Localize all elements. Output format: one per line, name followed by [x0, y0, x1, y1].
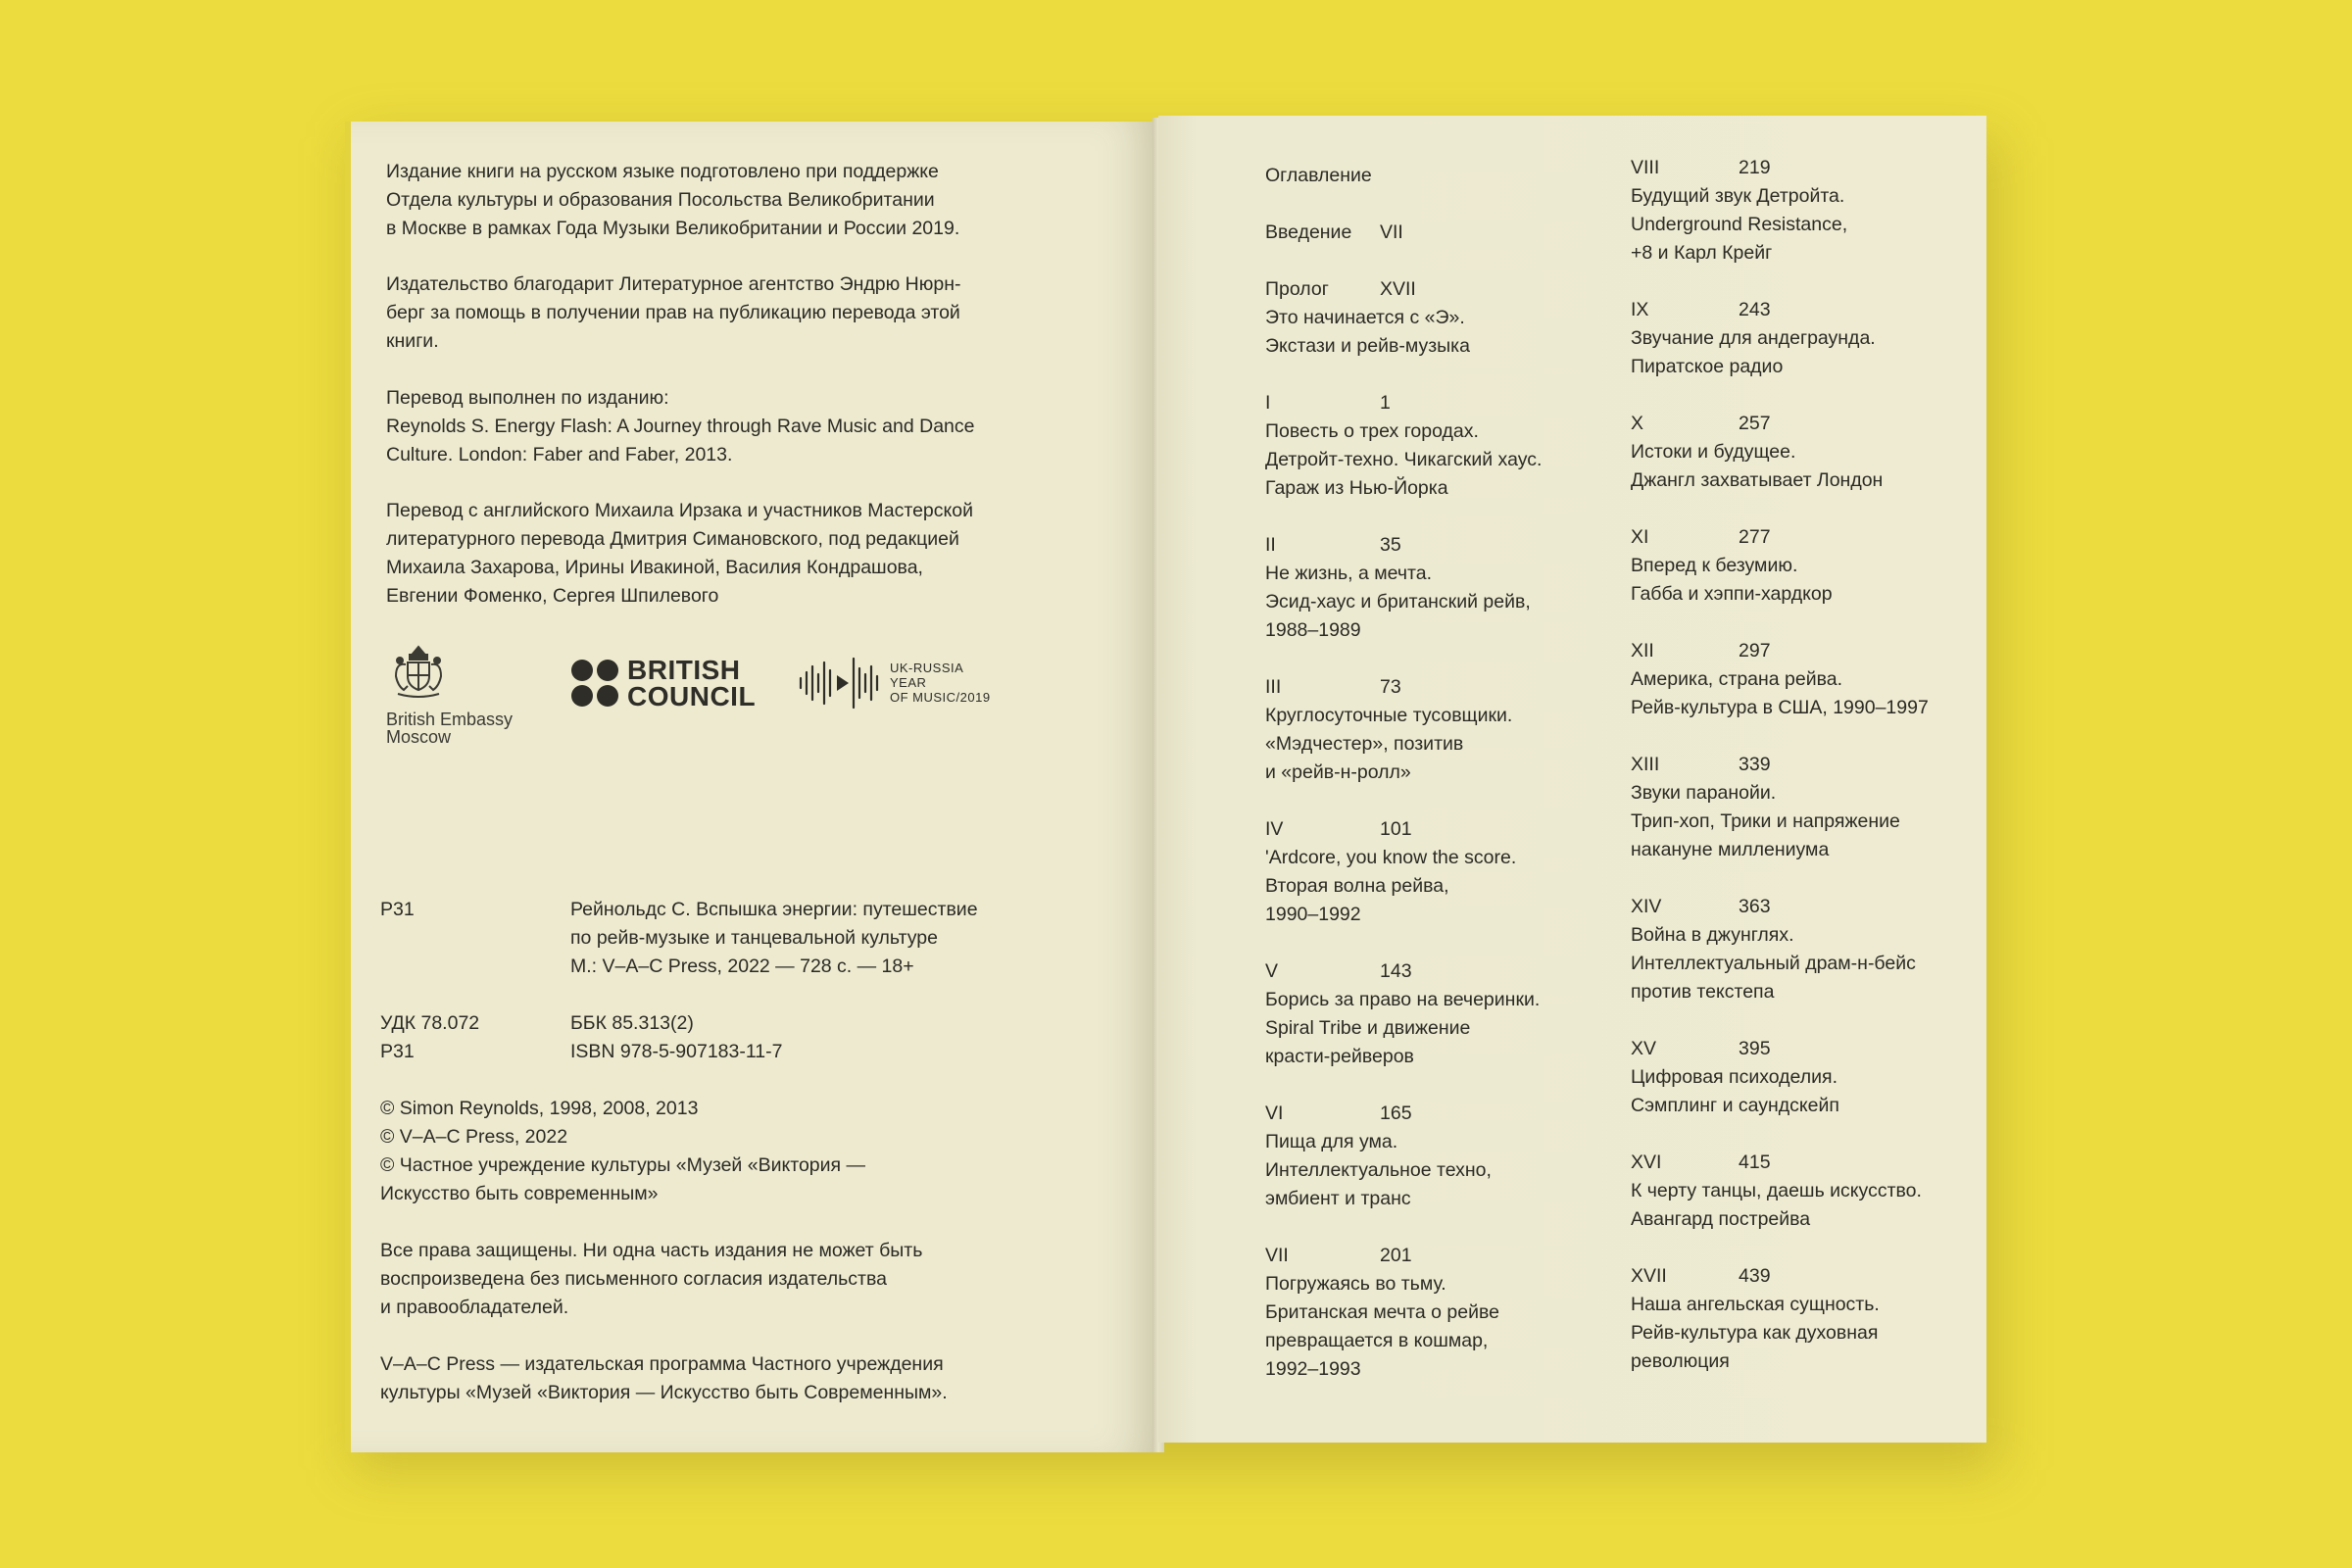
- translators-paragraph: [386, 497, 1092, 611]
- left-page: [345, 122, 1158, 1452]
- chapter-title-line: Underground Resistance,: [1631, 214, 1848, 235]
- author-code: Р31: [380, 1041, 415, 1062]
- copyright-line: © Частное учреждение культуры «Музей «Виктория —: [380, 1154, 866, 1176]
- chapter-title-line: Вперед к безумию.: [1631, 555, 1798, 576]
- text-line: в Москве в рамках Года Музыки Великобритании и России 2019.: [386, 218, 960, 239]
- chapter-title-line: Пиратское радио: [1631, 356, 1784, 377]
- wordmark-line: YEAR: [890, 675, 927, 690]
- chapter-page: 395: [1739, 1038, 1771, 1059]
- embassy-name: British Embassy: [386, 710, 514, 729]
- copyright-line: Искусство быть современным»: [380, 1183, 659, 1204]
- chapter-title-line: Будущий звук Детройта.: [1631, 185, 1845, 207]
- chapter-title-line: 1988–1989: [1265, 619, 1361, 641]
- text-line: книги.: [386, 330, 439, 352]
- chapter-title-line: накануне миллениума: [1631, 839, 1830, 860]
- catalog-code: Р31: [380, 899, 415, 920]
- chapter-number: I: [1265, 392, 1271, 414]
- chapter-title-line: Детройт-техно. Чикагский хаус.: [1265, 449, 1543, 470]
- chapter-number: XI: [1631, 526, 1649, 548]
- chapter-number: V: [1265, 960, 1279, 982]
- wordmark-line: UK-RUSSIA: [890, 661, 964, 675]
- chapter-title-line: Борись за право на вечеринки.: [1265, 989, 1541, 1010]
- chapter-title-line: «Мэдчестер», позитив: [1265, 733, 1464, 755]
- chapter-page: 143: [1380, 960, 1412, 982]
- chapter-title: [1265, 304, 1470, 361]
- chapter-number: VI: [1265, 1102, 1284, 1124]
- chapter-title: [1631, 324, 1876, 381]
- chapter-number: XVI: [1631, 1152, 1662, 1173]
- chapter-number: VII: [1265, 1245, 1289, 1266]
- toc-title: Оглавление: [1265, 165, 1372, 186]
- chapter-page: 73: [1380, 676, 1401, 698]
- publisher-line: V–A–C Press — издательская программа Частного учреждения: [380, 1353, 944, 1375]
- text-line: Издание книги на русском языке подготовлено при поддержке: [386, 161, 939, 182]
- chapter-title: [1265, 844, 1516, 929]
- chapter-title-line: Война в джунглях.: [1631, 924, 1794, 946]
- chapter-number: Пролог: [1265, 278, 1329, 300]
- chapter-title-line: Погружаясь во тьму.: [1265, 1273, 1446, 1295]
- chapter-title: [1631, 1177, 1922, 1234]
- british-council-logo: [570, 655, 766, 713]
- isbn: ISBN 978-5-907183-11-7: [570, 1041, 783, 1062]
- catalog-description-line: по рейв-музыке и танцевальной культуре: [570, 927, 938, 949]
- text-line: Перевод с английского Михаила Ирзака и участников Мастерской: [386, 500, 973, 521]
- chapter-title-line: 1990–1992: [1265, 904, 1361, 925]
- chapter-title-line: 'Ardcore, you know the score.: [1265, 847, 1517, 868]
- chapter-title-line: Эсид-хаус и британский рейв,: [1265, 591, 1531, 612]
- chapter-page: 297: [1739, 640, 1771, 662]
- chapter-title-line: Интеллектуальный драм-н-бейс: [1631, 953, 1916, 974]
- chapter-page: 1: [1380, 392, 1391, 414]
- chapter-page: XVII: [1380, 278, 1416, 300]
- chapter-title: [1631, 1063, 1839, 1120]
- chapter-title-line: эмбиент и транс: [1265, 1188, 1411, 1209]
- chapter-title-line: революция: [1631, 1350, 1730, 1372]
- chapter-title-line: Это начинается с «Э».: [1265, 307, 1465, 328]
- chapter-page: 439: [1739, 1265, 1771, 1287]
- wordmark-line: COUNCIL: [627, 681, 757, 711]
- chapter-number: XVII: [1631, 1265, 1667, 1287]
- chapter-page: 201: [1380, 1245, 1412, 1266]
- chapter-title-line: Не жизнь, а мечта.: [1265, 563, 1432, 584]
- partner-logos: [386, 641, 1111, 749]
- right-page: [1158, 116, 1986, 1443]
- chapter-title-line: Гараж из Нью-Йорка: [1265, 477, 1448, 499]
- udk-code: УДК 78.072: [380, 1012, 480, 1034]
- chapter-title-line: Авангард пострейва: [1631, 1208, 1811, 1230]
- chapter-title-line: Джангл захватывает Лондон: [1631, 469, 1884, 491]
- text-line: Михаила Захарова, Ирины Ивакиной, Василия Кондрашова,: [386, 557, 923, 578]
- chapter-title-line: Америка, страна рейва.: [1631, 668, 1843, 690]
- uk-russia-wordmark: [890, 661, 991, 705]
- chapter-page: 257: [1739, 413, 1771, 434]
- chapter-title: [1265, 702, 1512, 787]
- rights-line: воспроизведена без письменного согласия издательства: [380, 1268, 887, 1290]
- chapter-title-line: Пища для ума.: [1265, 1131, 1398, 1152]
- chapter-title-line: Цифровая психоделия.: [1631, 1066, 1838, 1088]
- thanks-paragraph: [386, 270, 1092, 356]
- chapter-title-line: +8 и Карл Крейг: [1631, 242, 1773, 264]
- embassy-city: Moscow: [386, 727, 452, 747]
- chapter-title-line: Звучание для андеграунда.: [1631, 327, 1876, 349]
- chapter-number: XIII: [1631, 754, 1660, 775]
- chapter-number: II: [1265, 534, 1276, 556]
- chapter-title-line: Габба и хэппи-хардкор: [1631, 583, 1833, 605]
- british-council-wordmark: [627, 657, 756, 710]
- text-line: литературного перевода Дмитрия Симановского, под редакцией: [386, 528, 959, 550]
- chapter-title: [1265, 1270, 1499, 1384]
- chapter-title: [1631, 665, 1929, 722]
- chapter-title: [1631, 182, 1847, 268]
- text-line: Reynolds S. Energy Flash: A Journey through Rave Music and Dance: [386, 416, 975, 437]
- chapter-title: [1265, 417, 1542, 503]
- chapter-page: 165: [1380, 1102, 1412, 1124]
- catalog-description-line: Рейнольдс С. Вспышка энергии: путешествие: [570, 899, 978, 920]
- chapter-title-line: Сэмплинг и саундскейп: [1631, 1095, 1839, 1116]
- chapter-title-line: красти-рейверов: [1265, 1046, 1414, 1067]
- chapter-title-line: Наша ангельская сущность.: [1631, 1294, 1880, 1315]
- chapter-title-line: 1992–1993: [1265, 1358, 1361, 1380]
- chapter-title-line: Рейв-культура как духовная: [1631, 1322, 1879, 1344]
- copyright-line: © Simon Reynolds, 1998, 2008, 2013: [380, 1098, 699, 1119]
- text-line: Отдела культуры и образования Посольства Великобритании: [386, 189, 935, 211]
- chapter-page: VII: [1380, 221, 1403, 243]
- chapter-number: III: [1265, 676, 1282, 698]
- chapter-title-line: К черту танцы, даешь искусство.: [1631, 1180, 1922, 1201]
- chapter-number: XV: [1631, 1038, 1657, 1059]
- text-line: берг за помощь в получении прав на публикацию перевода этой: [386, 302, 960, 323]
- chapter-title-line: Экстази и рейв-музыка: [1265, 335, 1470, 357]
- chapter-title: [1265, 560, 1531, 645]
- text-line: Перевод выполнен по изданию:: [386, 387, 669, 409]
- chapter-page: 101: [1380, 818, 1412, 840]
- chapter-title-line: Spiral Tribe и движение: [1265, 1017, 1471, 1039]
- chapter-number: XII: [1631, 640, 1654, 662]
- rights-line: Все права защищены. Ни одна часть издания не может быть: [380, 1240, 923, 1261]
- wordmark-line: OF MUSIC/2019: [890, 690, 991, 705]
- chapter-title-line: Вторая волна рейва,: [1265, 875, 1449, 897]
- chapter-title-line: Рейв-культура в США, 1990–1997: [1631, 697, 1929, 718]
- text-line: Culture. London: Faber and Faber, 2013.: [386, 444, 733, 466]
- british-embassy-logo: [386, 641, 533, 746]
- chapter-title-line: и «рейв-н-ролл»: [1265, 761, 1411, 783]
- chapter-number: IV: [1265, 818, 1284, 840]
- chapter-page: 219: [1739, 157, 1771, 178]
- chapter-number: VIII: [1631, 157, 1660, 178]
- text-line: Издательство благодарит Литературное агентство Эндрю Нюрн-: [386, 273, 961, 295]
- source-edition-paragraph: [386, 384, 1092, 469]
- chapter-number: XIV: [1631, 896, 1662, 917]
- publisher-line: культуры «Музей «Виктория — Искусство быть Современным».: [380, 1382, 948, 1403]
- chapter-title: [1631, 921, 1916, 1006]
- chapter-page: 415: [1739, 1152, 1771, 1173]
- sound-wave-icon: [798, 649, 886, 717]
- support-paragraph: [386, 158, 1092, 243]
- chapter-title: [1631, 552, 1833, 609]
- chapter-title-line: Британская мечта о рейве: [1265, 1301, 1499, 1323]
- wordmark-line: BRITISH: [627, 655, 741, 685]
- chapter-title: [1631, 1291, 1880, 1376]
- chapter-title: [1631, 438, 1883, 495]
- chapter-number: IX: [1631, 299, 1649, 320]
- catalog-description-line: М.: V–A–C Press, 2022 — 728 с. — 18+: [570, 956, 914, 977]
- uk-russia-year-of-music-logo: [798, 649, 1033, 717]
- chapter-number: Введение: [1265, 221, 1352, 243]
- chapter-title: [1631, 779, 1900, 864]
- chapter-title: [1265, 986, 1540, 1071]
- copyright-line: © V–A–C Press, 2022: [380, 1126, 568, 1148]
- chapter-title-line: Интеллектуальное техно,: [1265, 1159, 1492, 1181]
- chapter-page: 277: [1739, 526, 1771, 548]
- chapter-number: X: [1631, 413, 1644, 434]
- chapter-title-line: Трип-хоп, Трики и напряжение: [1631, 810, 1900, 832]
- chapter-page: 243: [1739, 299, 1771, 320]
- text-line: Евгении Фоменко, Сергея Шпилевого: [386, 585, 719, 607]
- chapter-title-line: Круглосуточные тусовщики.: [1265, 705, 1513, 726]
- chapter-page: 363: [1739, 896, 1771, 917]
- chapter-title-line: Повесть о трех городах.: [1265, 420, 1479, 442]
- royal-crest-icon: [388, 641, 449, 702]
- british-council-dots-icon: [570, 659, 621, 710]
- bbk-code: ББК 85.313(2): [570, 1012, 694, 1034]
- chapter-page: 339: [1739, 754, 1771, 775]
- rights-line: и правообладателей.: [380, 1297, 569, 1318]
- chapter-title-line: Звуки паранойи.: [1631, 782, 1777, 804]
- chapter-title-line: превращается в кошмар,: [1265, 1330, 1489, 1351]
- chapter-title: [1265, 1128, 1492, 1213]
- chapter-title-line: против текстепа: [1631, 981, 1775, 1003]
- chapter-page: 35: [1380, 534, 1401, 556]
- chapter-title-line: Истоки и будущее.: [1631, 441, 1796, 463]
